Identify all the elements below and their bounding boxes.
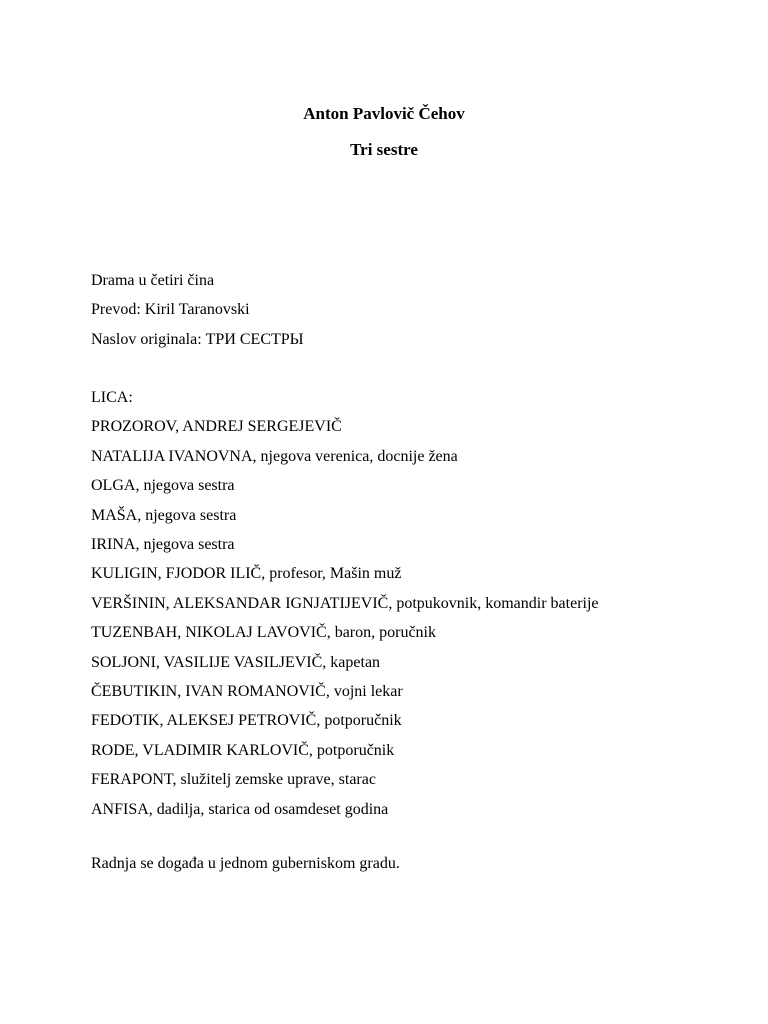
cast-member: ANFISA, dadilja, starica od osamdeset godina — [91, 800, 389, 818]
cast-member: TUZENBAH, NIKOLAJ LAVOVIČ, baron, poručnik — [91, 624, 436, 642]
cast-member: MAŠA, njegova sestra — [91, 506, 237, 524]
cast-member: OLGA, njegova sestra — [91, 477, 235, 495]
author-name: Anton Pavlovič Čehov — [303, 104, 465, 123]
play-title: Tri sestre — [350, 140, 418, 159]
cast-member: PROZOROV, ANDREJ SERGEJEVIČ — [91, 418, 342, 436]
play-info — [91, 266, 304, 354]
cast-member: RODE, VLADIMIR KARLOVIČ, potporučnik — [91, 741, 395, 759]
setting-line: Radnja se događa u jednom guberniskom gradu. — [91, 855, 400, 872]
cast-member: NATALIJA IVANOVNA, njegova verenica, docnije žena — [91, 447, 458, 465]
genre-line: Drama u četiri čina — [91, 272, 215, 289]
cast-member: SOLJONI, VASILIJE VASILJEVIČ, kapetan — [91, 653, 381, 671]
cast-heading: LICA: — [91, 389, 133, 406]
title-block — [0, 104, 768, 160]
cast-member: VERŠININ, ALEKSANDAR IGNJATIJEVIČ, potpukovnik, komandir baterije — [91, 594, 599, 612]
translator-line: Prevod: Kiril Taranovski — [91, 301, 250, 319]
cast-member: FEDOTIK, ALEKSEJ PETROVIČ, potporučnik — [91, 712, 402, 730]
cast-list — [91, 383, 599, 824]
cast-member: IRINA, njegova sestra — [91, 536, 235, 554]
cast-member: ČEBUTIKIN, IVAN ROMANOVIČ, vojni lekar — [91, 683, 403, 701]
cast-member: FERAPONT, služitelj zemske uprave, starac — [91, 771, 376, 789]
cast-member: KULIGIN, FJODOR ILIČ, profesor, Mašin muž — [91, 565, 402, 583]
original-title-line: Naslov originala: ТРИ СЕСТРЫ — [91, 330, 304, 348]
